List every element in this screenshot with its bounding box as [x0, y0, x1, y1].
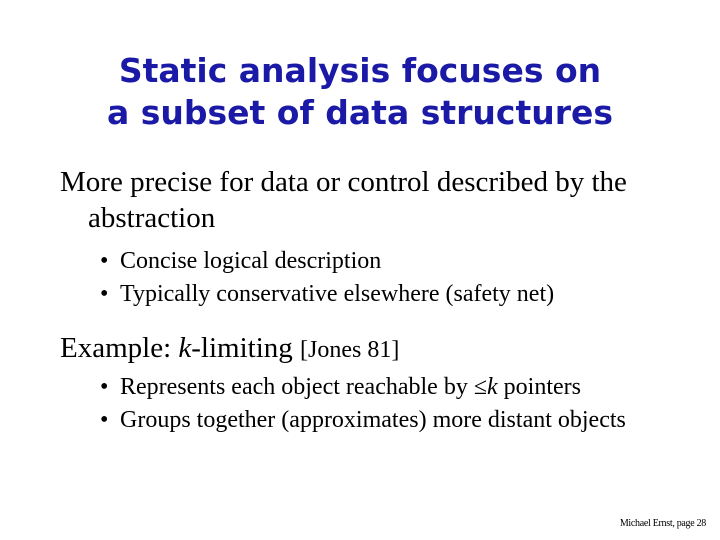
bullet-glyph: •	[100, 281, 109, 307]
point-2-bullets	[60, 371, 700, 437]
slide-title	[0, 50, 720, 134]
point-1-bullet-2: • Typically conservative elsewhere (safety net)	[60, 278, 700, 311]
point-1-text: More precise for data or control described by the abstraction	[60, 166, 627, 234]
bullet-glyph: •	[100, 407, 109, 433]
bullet-glyph: •	[100, 374, 109, 400]
title-line-1: Static analysis focuses on	[118, 51, 602, 90]
point-1	[60, 164, 700, 236]
slide-footer: Michael Ernst, page 28	[619, 518, 706, 529]
point-2-bullet-1: • Represents each object reachable by ≤k pointers	[60, 371, 700, 404]
bullet-glyph: •	[100, 248, 109, 274]
point-1-bullets	[60, 245, 700, 311]
point-2-bullet-2: • Groups together (approximates) more distant objects	[60, 404, 680, 437]
point-2	[60, 330, 700, 368]
point-1-bullet-1: • Concise logical description	[60, 245, 700, 278]
point-2-text: Example: k-limiting [Jones 81]	[60, 332, 400, 364]
citation: [Jones 81]	[300, 337, 400, 363]
title-line-2: a subset of data structures	[106, 93, 614, 132]
